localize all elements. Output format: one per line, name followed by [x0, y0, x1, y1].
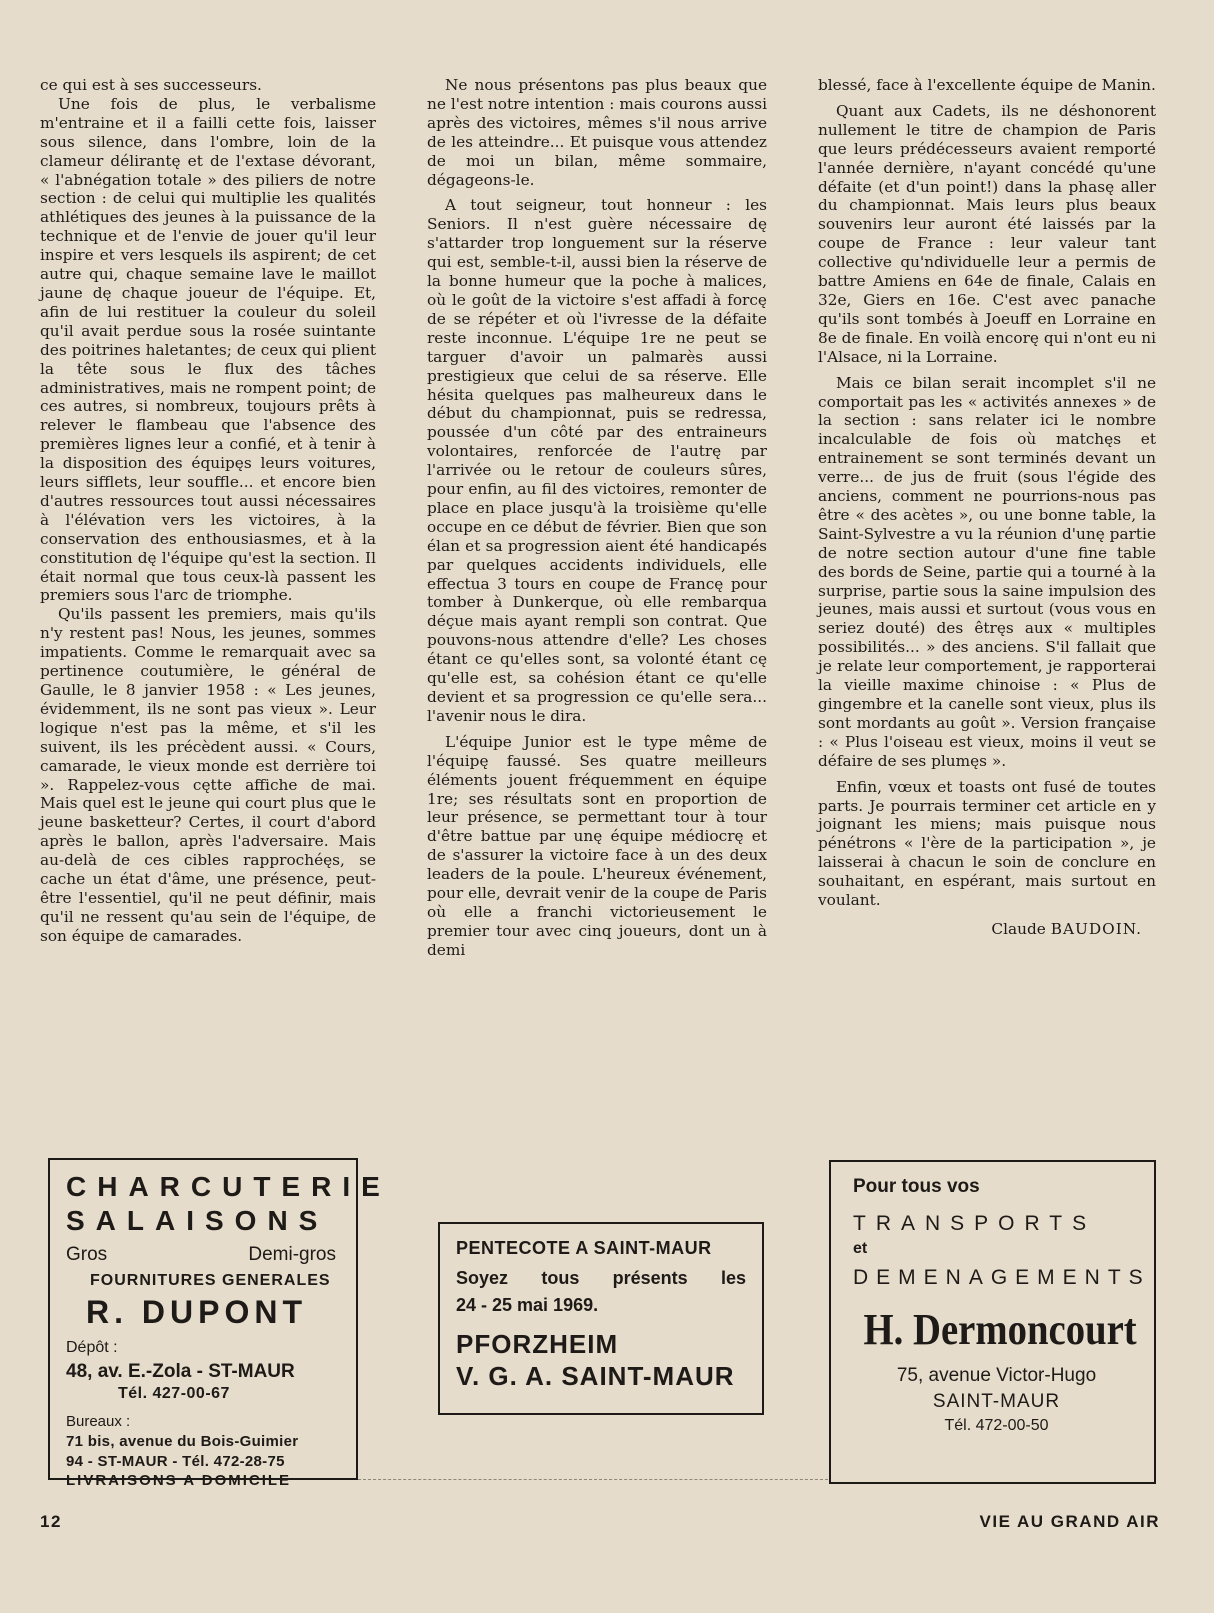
- publication-title: VIE AU GRAND AIR: [979, 1512, 1160, 1531]
- ad-bureaux-tel: 94 - ST-MAUR - Tél. 472-28-75: [66, 1453, 285, 1470]
- paragraph: Qu'ils passent les premiers, mais qu'ils n'y restent pas! Nous, les jeunes, sommes impatients. Comme le remarquait avec sa pertinence coutumière, le général de Gaulle, le 8 janvier 1958 : « Les jeunes, évidemment, ils ne sont pas vieux ». Leur logique n'est pas la même, et s'il les suivent, ils les précèdent aussi. « Cours, camarade, le vieux monde est derrière toi ». Rappelez-vous cętte affiche de mai. Mais quel est le jeune qui court plus que le jeune basketteur? Certes, il court d'abord après le ballon, après l'adversaire. Mais au-delà de ces cibles rapprochéęs, se cache un état d'âme, une présence, peut-être l'essentiel, qu'il ne peut définir, mais qu'il ne ressent qu'au sein de l'équipe, de son équipe de camarades.: [40, 605, 376, 945]
- ad-conjunction: et: [853, 1240, 868, 1257]
- ad-gros-row: [66, 1244, 342, 1266]
- ad-invite-line: [456, 1268, 746, 1289]
- ad-title-line: CHARCUTERIE: [66, 1171, 391, 1202]
- ad-livraisons: LIVRAISONS A DOMICILE: [66, 1472, 292, 1489]
- paragraph: Enfin, vœux et toasts ont fusé de toutes parts. Je pourrais terminer cet article en y joignant les miens; mais puisque nous pénétrons « l'ère de la participation », je laisserai à chacun le soin de conclure en souhaitant, en espérant, mais surtout en voulant.: [818, 777, 1156, 910]
- ad-intro: Pour tous vos: [853, 1176, 980, 1197]
- ad-depot-label: Dépôt :: [66, 1339, 118, 1356]
- article-column-2: [427, 76, 767, 960]
- ad-business-name: R. DUPONT: [86, 1294, 307, 1330]
- ad-word: Soyez: [456, 1268, 509, 1288]
- ad-service: TRANSPORTS: [853, 1212, 1097, 1235]
- ad-gros: Gros: [66, 1244, 108, 1265]
- ad-demigros: Demi-gros: [248, 1244, 336, 1265]
- ad-charcuterie-dupont: [48, 1158, 391, 1489]
- ad-address: 75, avenue Victor-Hugo: [896, 1365, 1097, 1386]
- ad-word: tous: [541, 1268, 580, 1288]
- paragraph: Mais ce bilan serait incomplet s'il ne comportait pas les « activités annexes » de la section : sans relater ici le nombre incalculable de fois où matchęs et entrainement se sont terminés devant un verre... de jus de fruit (sous l'égide des anciens, comment ne pourrions-nous pas être « des acètes », ou une bonne table, la Saint-Sylvestre a vu la réunion d'unę partie de notre section autour d'une fine table des bords de Seine, partie qui a tourné à la surprise, partie sous la saine impulsion des jeunes, mais aussi et surtout (vous vous en seriez douté) des êtręs aux « multiples possibilités... » des anciens. S'il fallait que je relate leur comportement, je rapporterai la vieille maxime chinoise : « Plus de gingembre et la canelle sont vieux, plus ils sont mordants au goût ». Version française : « Plus l'oiseau est vieux, moins il veut se défaire de ses plumęs ».: [818, 373, 1156, 770]
- ad-bureaux-label: Bureaux :: [66, 1413, 131, 1430]
- ad-date: 24 - 25 mai 1969.: [456, 1295, 599, 1315]
- ad-word: les: [720, 1268, 746, 1288]
- ad-tel: Tél. 472-00-50: [944, 1417, 1049, 1434]
- paragraph: ce qui est à ses successeurs.: [40, 76, 262, 94]
- paragraph: L'équipe Junior est le type même de l'équipę faussé. Ses quatre meilleurs éléments jouent fréquemment en équipe 1re; ses résultats sont en proportion de leur présence, se permettant tour à tour d'être battue par unę équipe médiocrę et de s'assurer la victoire face à un des deux leaders de la poule. L'heureux événement, pour elle, devrait venir de la coupe de Paris où elle a franchi victorieusement le premier tour avec cinq joueurs, dont un à demi: [427, 732, 767, 959]
- ad-city: SAINT-MAUR: [932, 1391, 1061, 1412]
- ad-transports-dermoncourt: [829, 1160, 1156, 1484]
- ad-word: présents: [612, 1268, 688, 1288]
- ad-headline: V. G. A. SAINT-MAUR: [456, 1361, 735, 1391]
- ad-title: PENTECOTE A SAINT-MAUR: [456, 1238, 712, 1258]
- article-signature: [818, 920, 1156, 939]
- paragraph: Ne nous présentons pas plus beaux que ne l'est notre intention : mais courons aussi après des victoires, mêmes s'il nous arrive de les atteindre... Et puisque vous attendez de moi un bilan, même sommaire, dégageons-le.: [427, 76, 767, 189]
- ad-business-name: H. Dermoncourt: [863, 1305, 1137, 1354]
- paragraph: blessé, face à l'excellente équipe de Manin.: [818, 76, 1156, 94]
- divider: [358, 1479, 828, 1480]
- paragraph: A tout seigneur, tout honneur : les Seniors. Il n'est guère nécessaire dę s'attarder trop longuement sur la réserve qui est, semble-t-il, aussi bien la réserve de la bonne humeur que la poche à malices, où le goût de la victoire s'est affadi à forcę de se répéter et où l'ivresse de la défaite reste inconnue. L'équipe 1re ne peut se targuer d'avoir un palmarès aussi prestigieux que celui de sa réserve. Elle hésita quelques pas malheureux dans le début du championnat, puis se redressa, poussée d'un côté par des entraineurs volontaires, renforcée de l'autrę par l'arrivée ou le retour de couleurs sûres, pour enfin, au fil des victoires, remonter de place en place jusqu'à la troisième qu'elle occupe en ce début de février. Bien que son élan et sa progression aient été handicapés par quelques accidents individuels, elle effectua 3 tours en coupe de Francę pour tomber à Dunkerque, où elle rembarqua déçue mais ayant rempli son contrat. Que pouvons-nous attendre d'elle? Les choses étant ce qu'elles sont, sa volonté étant cę qu'elle est, sa cohésion étant ce qu'elle devient et sa progression ce qu'elle sera... l'avenir nous le dira.: [427, 196, 767, 725]
- paragraph: Une fois de plus, le verbalisme m'entraine et il a failli cette fois, laisser sous silence, dans l'ombre, loin de la clameur délirantę et de l'extase dévorant, « l'abnégation totale » des piliers de notre section : de celui qui multiplie les qualités athlétiques des jeunes à la puissance de la technique et de l'envie de jouer qu'il leur inspire et vers lesquels ils aspirent; de cet autre qui, chaque semaine lave le maillot jaune dę chaque joueur de l'équipe. Et, afin de lui restituer la couleur du soleil qu'il avait perdue sous la rosée suintante des poitrines haletantes; de ceux qui plient la tête sous le flux des tâches administratives, mais ne rompent point; de ces autres, si nombreux, toujours prêts à relever le flambeau que l'absence des premières lignes leur a confié, et à tenir à la disposition des équipęs leurs voitures, leurs sifflets, leur souffle... et encore bien d'autres ressources tout aussi nécessaires à l'élévation vers les victoires, à la conservation des enthousiasmes, et à la constitution dę l'équipe qu'est la section. Il était normal que tous ceux-là passent les premiers sous l'arc de triomphe.: [40, 94, 376, 605]
- page-number: 12: [40, 1512, 62, 1531]
- author-first-name: Claude: [991, 919, 1046, 938]
- ad-headline: PFORZHEIM: [456, 1329, 619, 1359]
- ad-service: DEMENAGEMENTS: [853, 1266, 1151, 1289]
- paragraph: Quant aux Cadets, ils ne déshonorent nullement le titre de champion de Paris que leurs prédécesseurs avaient remporté l'année dernière, n'ayant concédé qu'une défaite (et d'un point!) dans la phasę aller du championnat. Mais leurs plus beaux souvenirs leur auront été laissés par la coupe de France : leur valeur tant collective qu'ndividuelle leur a permis de battre Amiens en 64e de finale, Calais en 32e, Giers en 16e. C'est avec panache qu'ils sont tombés à Joeuff en Lorraine en 8e de finale. En voilà encorę qui n'ont eu ni l'Alsace, ni la Lorraine.: [818, 101, 1156, 366]
- ad-fournitures: FOURNITURES GENERALES: [90, 1272, 331, 1289]
- ad-depot-tel: Tél. 427-00-67: [118, 1385, 230, 1402]
- article-column-3: [818, 76, 1156, 939]
- ad-bureaux-address: 71 bis, avenue du Bois-Guimier: [66, 1433, 299, 1450]
- ad-title-line: SALAISONS: [66, 1205, 329, 1236]
- ad-pentecote-saint-maur: [438, 1222, 764, 1415]
- article-column-1: [40, 76, 376, 946]
- ad-depot-address: 48, av. E.-Zola - ST-MAUR: [66, 1361, 295, 1382]
- author-last-name: BAUDOIN.: [1050, 919, 1142, 938]
